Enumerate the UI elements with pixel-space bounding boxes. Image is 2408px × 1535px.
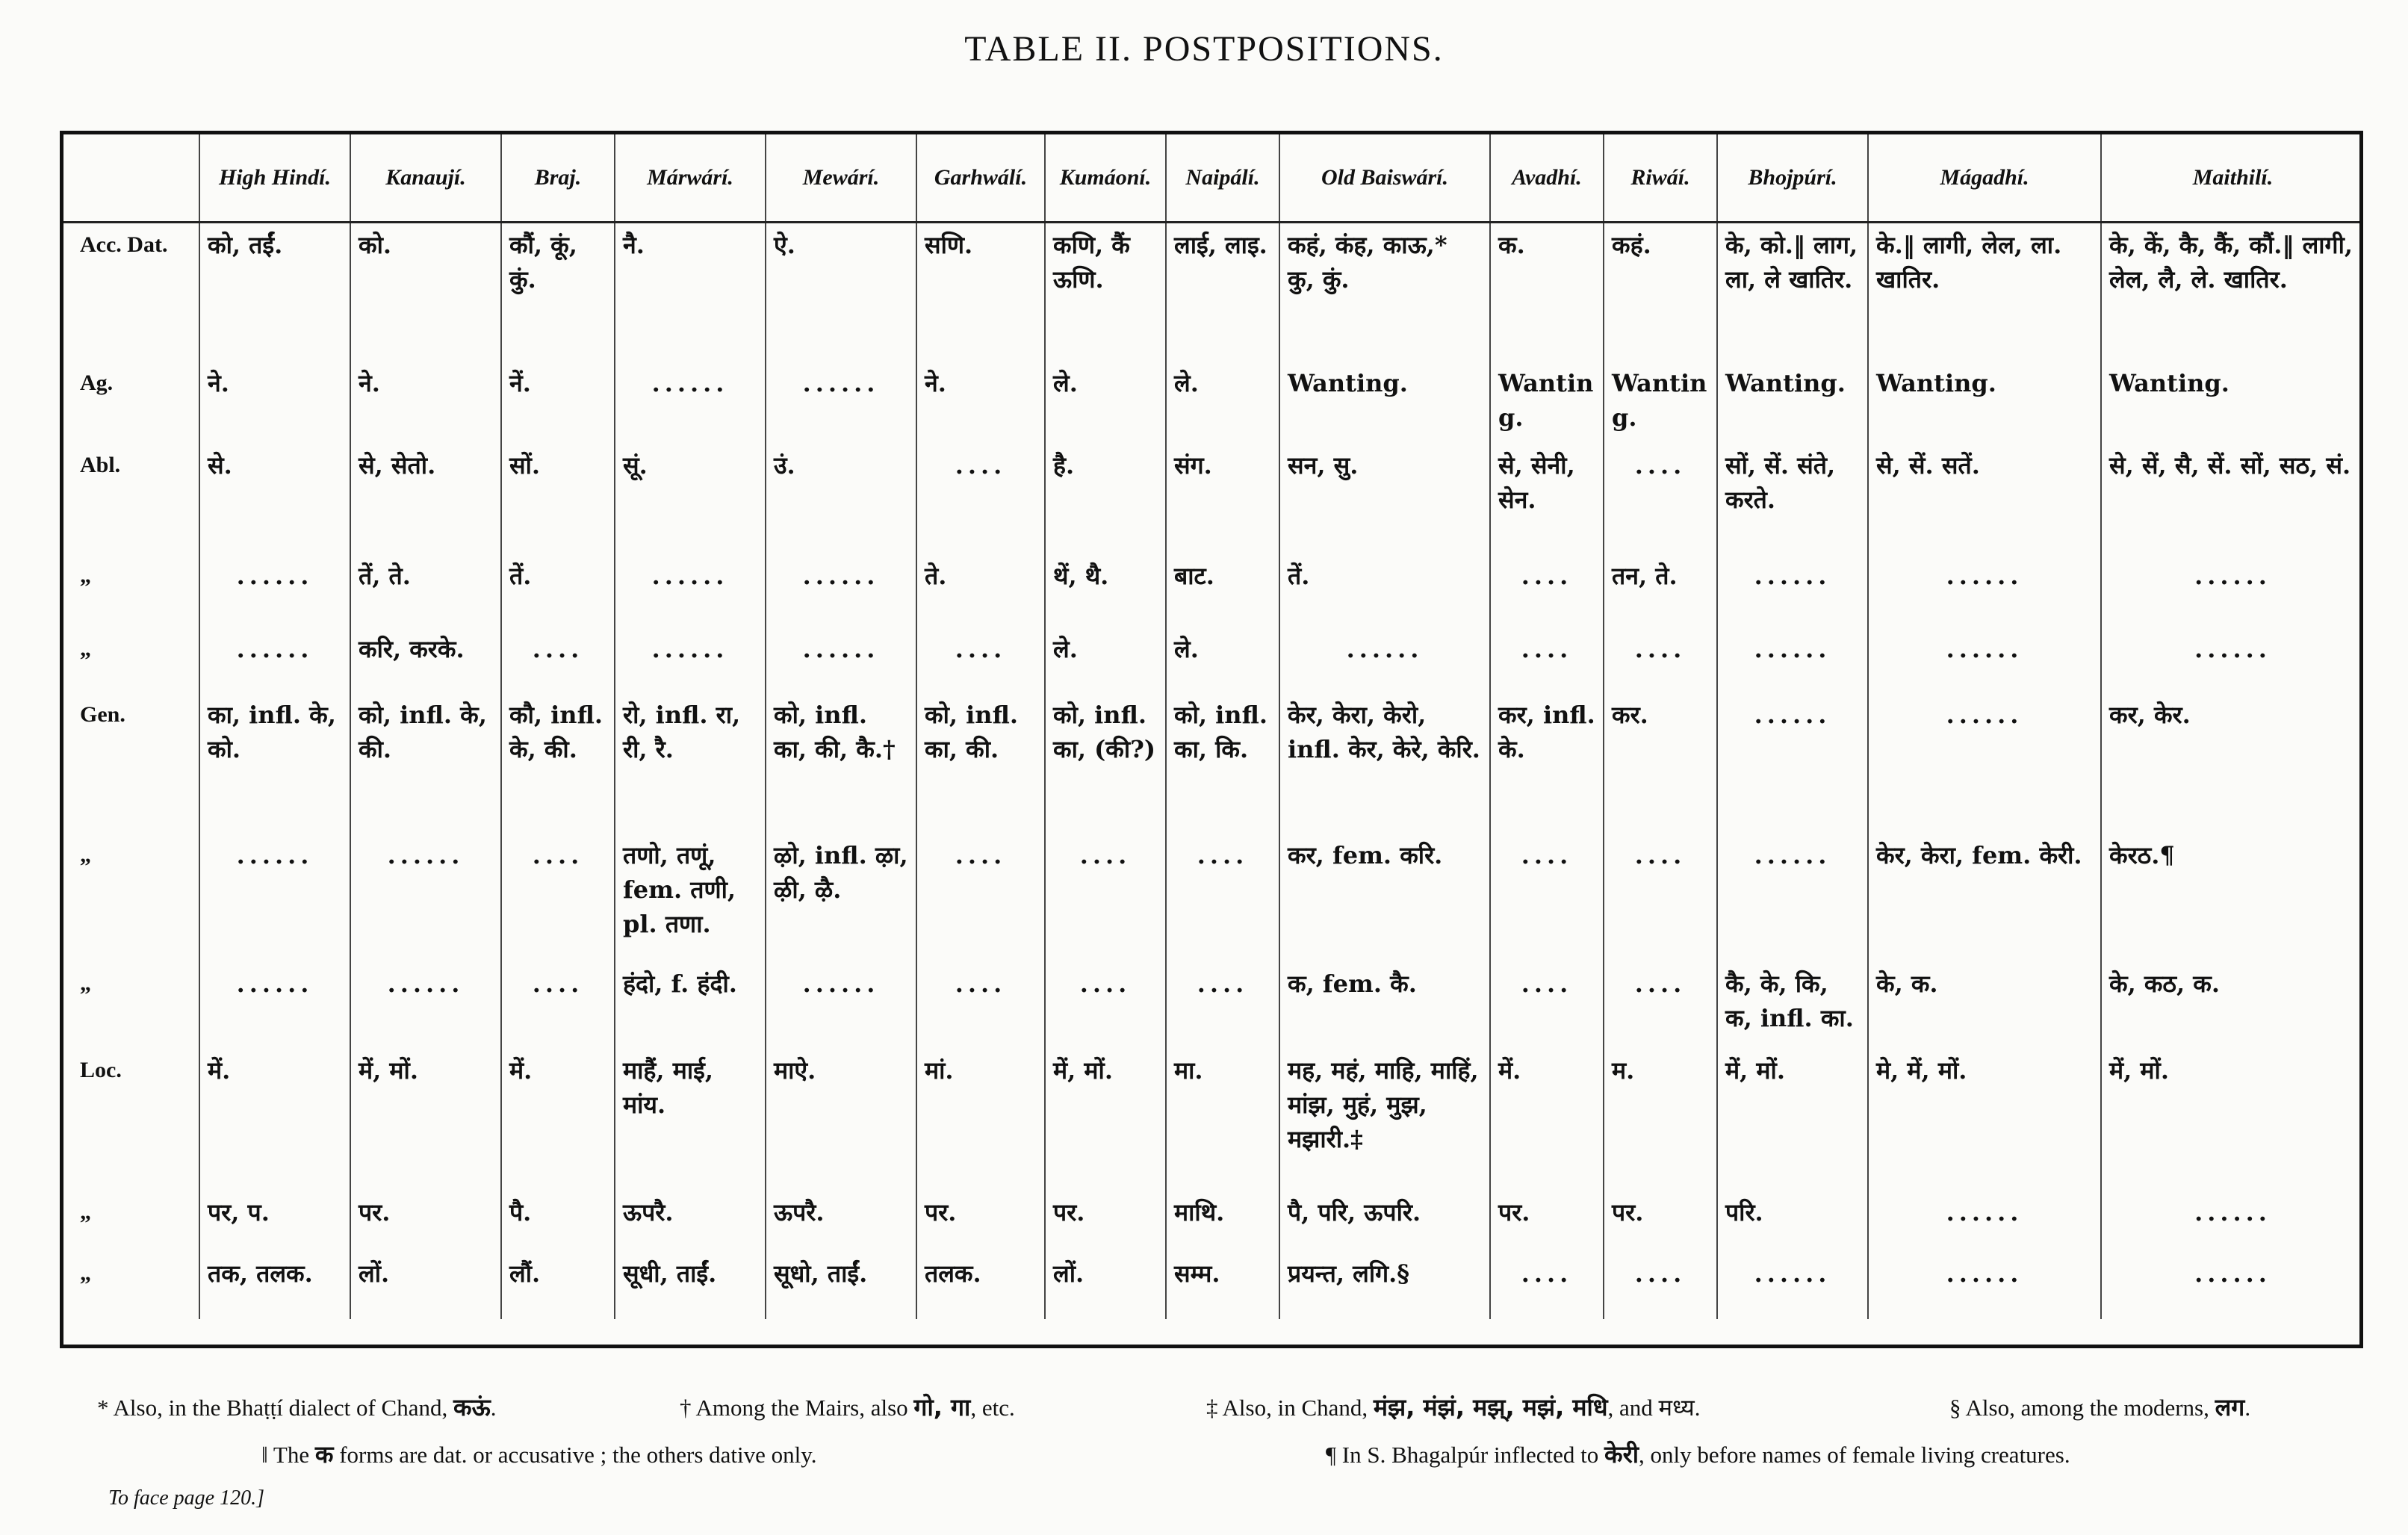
table-cell: पर.: [916, 1191, 1045, 1252]
table-cell: पै.: [501, 1191, 615, 1252]
table-row: [63, 362, 2363, 444]
table-cell: ......: [199, 554, 350, 627]
row-label: Gen.: [80, 701, 125, 727]
column-header: Márwárí.: [615, 134, 766, 223]
row-label: „: [80, 562, 91, 588]
table-cell: नै.: [615, 223, 766, 362]
table-cell: ....: [916, 627, 1045, 693]
table-cell: पर.: [1490, 1191, 1604, 1252]
table-cell: ....: [1166, 962, 1279, 1049]
table-cell: सों, सें. संते, करते.: [1717, 444, 1868, 554]
table-cell: को, infl. का, कि.: [1166, 693, 1279, 834]
table-cell: तलक.: [916, 1252, 1045, 1319]
table-cell: ......: [199, 962, 350, 1049]
table-cell: केर, केरा, केरो, infl. केर, केरे, केरि.: [1279, 693, 1490, 834]
table-cell: पर.: [1045, 1191, 1166, 1252]
table-cell: ले.: [1045, 627, 1166, 693]
table-cell: ......: [615, 627, 766, 693]
table-cell: लों.: [1045, 1252, 1166, 1319]
table-cell: ....: [501, 834, 615, 962]
table-cell: ....: [1045, 834, 1166, 962]
table-cell: सों.: [501, 444, 615, 554]
table-cell: तें.: [1279, 554, 1490, 627]
table-cell: ......: [615, 362, 766, 444]
table-cell: माऐ.: [766, 1049, 916, 1191]
column-header: Bhojpúrí.: [1717, 134, 1868, 223]
row-label: Acc. Dat.: [80, 232, 168, 257]
table-cell: ने.: [350, 362, 501, 444]
table-cell: Wanting.: [1279, 362, 1490, 444]
table-cell: को, infl. का, की, कै.†: [766, 693, 916, 834]
table-cell: में, मों.: [350, 1049, 501, 1191]
table-row: [63, 1252, 2363, 1319]
table-cell: ......: [350, 834, 501, 962]
table-cell: ....: [1604, 834, 1717, 962]
table-row: [63, 1191, 2363, 1252]
table-row: [63, 444, 2363, 554]
table-cell: सम्म.: [1166, 1252, 1279, 1319]
table-cell: ते.: [916, 554, 1045, 627]
footnote-asterisk: * Also, in the Bhaṭṭí dialect of Chand, कऊं.: [97, 1393, 497, 1421]
table-cell: में, मों.: [1717, 1049, 1868, 1191]
table-cell: सणि.: [916, 223, 1045, 362]
table-cell: के, कें, कै, कैं, कौं.‖ लागी, लेल, लै, ले. खातिर.: [2101, 223, 2363, 362]
table-cell: ......: [766, 362, 916, 444]
table-cell: सन, सु.: [1279, 444, 1490, 554]
table-row: [63, 627, 2363, 693]
page-note: To face page 120.]: [108, 1486, 264, 1510]
column-header: High Hindí.: [199, 134, 350, 223]
table-cell: ....: [1490, 962, 1604, 1049]
table-cell: कौं, कूं, कुं.: [501, 223, 615, 362]
table-cell: मां.: [916, 1049, 1045, 1191]
column-header: Maithilí.: [2101, 134, 2363, 223]
column-header: Garhwálí.: [916, 134, 1045, 223]
table-cell: कौ, infl. के, की.: [501, 693, 615, 834]
row-label: „: [80, 1199, 91, 1224]
table-cell: Wanting.: [1717, 362, 1868, 444]
table-cell: हंदो, f. हंदी.: [615, 962, 766, 1049]
table-cell: कर.: [1604, 693, 1717, 834]
table-cell: Wanting.: [1868, 362, 2101, 444]
table-cell: को.: [350, 223, 501, 362]
row-label: „: [80, 970, 91, 996]
table-cell: ......: [2101, 627, 2363, 693]
table-cell: तें, ते.: [350, 554, 501, 627]
table-cell: से, सेतो.: [350, 444, 501, 554]
table-cell: ....: [916, 444, 1045, 554]
column-header: Mágadhí.: [1868, 134, 2101, 223]
row-label: Loc.: [80, 1057, 122, 1082]
table-cell: सूधो, ताईं.: [766, 1252, 916, 1319]
table-cell: ....: [501, 627, 615, 693]
table-cell: संग.: [1166, 444, 1279, 554]
table-cell: ......: [199, 627, 350, 693]
table-cell: में, मों.: [1045, 1049, 1166, 1191]
footnote-pilcrow: ¶ In S. Bhagalpúr inflected to केरी, only before names of female living creatures.: [1326, 1440, 2070, 1469]
table-cell: ......: [615, 554, 766, 627]
table-cell: तणो, तणूं, fem. तणी, pl. तणा.: [615, 834, 766, 962]
table-cell: क, fem. कै.: [1279, 962, 1490, 1049]
table-cell: Wanting.: [1604, 362, 1717, 444]
table-cell: लों.: [350, 1252, 501, 1319]
table-cell: रो, infl. रा, री, रै.: [615, 693, 766, 834]
table-cell: ले.: [1166, 627, 1279, 693]
table-cell: नें.: [501, 362, 615, 444]
table-cell: ......: [2101, 1252, 2363, 1319]
table-cell: को, तईं.: [199, 223, 350, 362]
table-cell: तन, ते.: [1604, 554, 1717, 627]
table-cell: Wanting.: [2101, 362, 2363, 444]
table-cell: लाई, लाइ.: [1166, 223, 1279, 362]
table-cell: ......: [1717, 834, 1868, 962]
table-cell: ......: [766, 554, 916, 627]
table-row: [63, 962, 2363, 1049]
table-cell: का, infl. के, को.: [199, 693, 350, 834]
table-cell: ....: [1604, 444, 1717, 554]
table-cell: से, सें. सतें.: [1868, 444, 2101, 554]
table-cell: को, infl. का, की.: [916, 693, 1045, 834]
table-cell: के, कठ, क.: [2101, 962, 2363, 1049]
table-cell: कर, infl. के.: [1490, 693, 1604, 834]
table-cell: सूं.: [615, 444, 766, 554]
table-cell: ....: [916, 962, 1045, 1049]
table-cell: ऴो, infl. ऴा, ऴी, ऴै.: [766, 834, 916, 962]
table-cell: कणि, कैं ऊणि.: [1045, 223, 1166, 362]
table-cell: ......: [1868, 627, 2101, 693]
row-label: „: [80, 842, 91, 867]
table-cell: से, सेनी, सेन.: [1490, 444, 1604, 554]
table-cell: ......: [1717, 693, 1868, 834]
table-cell: में, मों.: [2101, 1049, 2363, 1191]
table-cell: तक, तलक.: [199, 1252, 350, 1319]
table-cell: में.: [501, 1049, 615, 1191]
table-cell: उं.: [766, 444, 916, 554]
table-cell: ......: [199, 834, 350, 962]
table-cell: म.: [1604, 1049, 1717, 1191]
table-cell: केर, केरा, fem. केरी.: [1868, 834, 2101, 962]
table-cell: Wanting.: [1490, 362, 1604, 444]
table-cell: कहं, कंह, काऊ,* कु, कुं.: [1279, 223, 1490, 362]
table-cell: पर.: [350, 1191, 501, 1252]
table-row: [63, 554, 2363, 627]
table-row: [63, 693, 2363, 834]
table-cell: ....: [1490, 834, 1604, 962]
table-cell: ऊपरै.: [615, 1191, 766, 1252]
table-cell: ......: [1279, 627, 1490, 693]
table-cell: ऊपरै.: [766, 1191, 916, 1252]
table-cell: तें.: [501, 554, 615, 627]
column-header: Braj.: [501, 134, 615, 223]
table-row: [63, 1049, 2363, 1191]
table-cell: कै, के, कि, क, infl. का.: [1717, 962, 1868, 1049]
table-cell: ......: [1717, 627, 1868, 693]
table-cell: में.: [1490, 1049, 1604, 1191]
table-cell: ले.: [1045, 362, 1166, 444]
table-cell: पर.: [1604, 1191, 1717, 1252]
table-cell: थें, थै.: [1045, 554, 1166, 627]
footnote-double-dagger: ‡ Also, in Chand, मंझ, मंझं, मझ्, मझं, मधि, and मध्य.: [1206, 1393, 1701, 1421]
table-cell: ....: [1604, 962, 1717, 1049]
table-cell: ......: [1868, 693, 2101, 834]
table-cell: कहं.: [1604, 223, 1717, 362]
header-row: [63, 134, 2363, 223]
table-cell: ......: [1868, 554, 2101, 627]
table-cell: ......: [2101, 554, 2363, 627]
table-cell: मह, महं, माहि, माहिं, मांझ, मुहं, मुझ, मझारी.‡: [1279, 1049, 1490, 1191]
table-cell: पै, परि, ऊपरि.: [1279, 1191, 1490, 1252]
column-header: Kanaují.: [350, 134, 501, 223]
footnote-parallel: ‖ The क forms are dat. or accusative ; the others dative only.: [261, 1440, 817, 1469]
table-cell: से.: [199, 444, 350, 554]
table-cell: प्रयन्त, लगि.§: [1279, 1252, 1490, 1319]
table-cell: ......: [350, 962, 501, 1049]
row-label: Abl.: [80, 452, 121, 477]
table-cell: को, infl. के, की.: [350, 693, 501, 834]
row-label: „: [80, 636, 91, 661]
table-row: [63, 834, 2363, 962]
table-cell: ....: [1166, 834, 1279, 962]
table-cell: के.‖ लागी, लेल, ला. खातिर.: [1868, 223, 2101, 362]
table-cell: ने.: [916, 362, 1045, 444]
footnote-dagger: † Among the Mairs, also गो, गा, etc.: [680, 1393, 1015, 1421]
table-cell: ......: [1717, 1252, 1868, 1319]
table-cell: ......: [766, 627, 916, 693]
table-cell: ....: [1490, 627, 1604, 693]
table-cell: मे, में, मों.: [1868, 1049, 2101, 1191]
table-cell: ....: [1490, 1252, 1604, 1319]
table-cell: से, सें, सै, सें. सों, सठ, सं.: [2101, 444, 2363, 554]
table-cell: लौं.: [501, 1252, 615, 1319]
column-header: Kumáoní.: [1045, 134, 1166, 223]
table-cell: है.: [1045, 444, 1166, 554]
table-cell: ....: [501, 962, 615, 1049]
table-cell: माहैं, माई, मांय.: [615, 1049, 766, 1191]
table-cell: ....: [916, 834, 1045, 962]
table-cell: ......: [766, 962, 916, 1049]
table-cell: परि.: [1717, 1191, 1868, 1252]
table-cell: करि, करके.: [350, 627, 501, 693]
row-label: „: [80, 1260, 91, 1286]
page-title: TABLE II. POSTPOSITIONS.: [964, 29, 1444, 69]
row-label: Ag.: [80, 370, 114, 395]
table-cell: के, को.‖ लाग, ला, ले खातिर.: [1717, 223, 1868, 362]
table-cell: ले.: [1166, 362, 1279, 444]
header-cell-blank: [63, 134, 199, 223]
column-header: Avadhí.: [1490, 134, 1604, 223]
table-cell: पर, प.: [199, 1191, 350, 1252]
table-cell: ....: [1045, 962, 1166, 1049]
table-cell: के, क.: [1868, 962, 2101, 1049]
table-cell: में.: [199, 1049, 350, 1191]
table-cell: केरठ.¶: [2101, 834, 2363, 962]
table-cell: ......: [1868, 1191, 2101, 1252]
postpositions-table: [60, 131, 2363, 1348]
table-cell: ......: [1717, 554, 1868, 627]
table-cell: बाट.: [1166, 554, 1279, 627]
table-cell: मा.: [1166, 1049, 1279, 1191]
table-row: [63, 223, 2363, 362]
table-cell: सूधी, ताईं.: [615, 1252, 766, 1319]
table-cell: क.: [1490, 223, 1604, 362]
column-header: Naipálí.: [1166, 134, 1279, 223]
table-cell: को, infl. का, (की?): [1045, 693, 1166, 834]
table-cell: ......: [2101, 1191, 2363, 1252]
table-cell: ऐ.: [766, 223, 916, 362]
footnote-line-1: [97, 1391, 496, 1423]
table-cell: ....: [1490, 554, 1604, 627]
table-cell: ......: [1868, 1252, 2101, 1319]
column-header: Old Baiswárí.: [1279, 134, 1490, 223]
column-header: Riwáí.: [1604, 134, 1717, 223]
table-cell: ने.: [199, 362, 350, 444]
table-cell: कर, केर.: [2101, 693, 2363, 834]
footnote-section: § Also, among the moderns, लग.: [1949, 1393, 2251, 1421]
table-cell: कर, fem. करि.: [1279, 834, 1490, 962]
table-cell: ....: [1604, 627, 1717, 693]
table-cell: माथि.: [1166, 1191, 1279, 1252]
column-header: Mewárí.: [766, 134, 916, 223]
table-cell: ....: [1604, 1252, 1717, 1319]
